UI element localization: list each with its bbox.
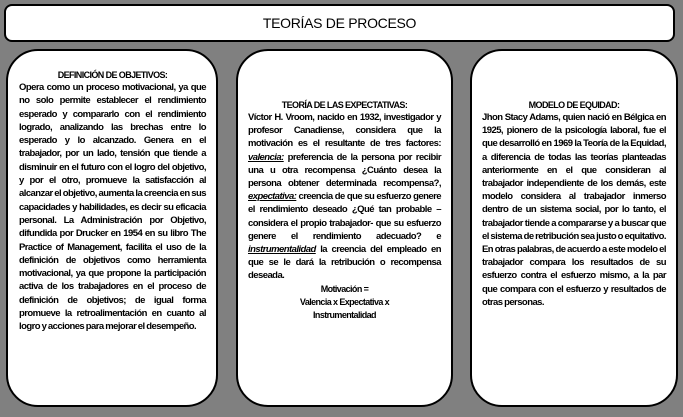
formula-line: Motivación = [320,283,369,294]
panel-heading-expectativas: TEORÍA DE LAS EXPECTATIVAS: [281,100,408,110]
formula-line: Instrumentalidad [313,309,376,320]
panel-body-objetivos: Opera como un proceso motivacional, ya que no solo permite establecer el rendimiento esperado y compararlo con el rendimiento logrado, analizando las brechas entre lo esperado y lo alcanzado. Genera en el trabajador, por un lado, tensión que tiende a disminuir en el futuro con el logro del objetivo, y por el otro, promueve la satisfacción al alcanzar el objetivo, aumenta la creencia en sus capacidades y habilidades, es decir su eficacia personal. La Administración por Objetivo, difundida por Drucker en 1954 en su libro The Practice of Management, facilita el uso de la definición de objetivos como herramienta motivacional, ya que propone la participación activa de los trabajadores en el proceso de definición de objetivos; de igual forma promueve la retroalimentación en cuanto al logro y acciones para mejorar el desempeño. [19,82,206,333]
panel-definicion-objetivos [6,49,218,407]
diagram-title: TEORÍAS DE PROCESO [262,15,417,31]
body-text: preferencia de la persona por recibir una u otra recompensa ¿Cuánto desea la persona obtener determinada recompensa?, [248,151,441,190]
title-box [4,4,675,42]
body-text: Víctor H. Vroom, nacido en 1932, investigador y profesor Canadiense, considera que la motivación es el resultante de tres factores: [248,112,441,150]
panel-heading-equidad: MODELO DE EQUIDAD: [528,100,620,110]
term-expectativa: expectativa: [248,191,297,203]
panel-body-equidad: Jhon Stacy Adams, quien nació en Bélgica en 1925, pionero de la psicología laboral, fue el que desarrolló en 1969 la Teoría de la Equidad, a diferencia de todas las teorías planteadas anteriormente en el que consideran al trabajador independiente de los demás, este modelo considera al trabajador inmerso dentro de un sistema social, por lo tanto, el trabajador tiende a compararse y a buscar que el sistema de retribución sea justo o equitativo. En otras palabras, de acuerdo a este modelo el trabajador compara los resultados de su esfuerzo contra el esfuerzo mismo, a la par que compara con el esfuerzo y resultados de otras personas. [482,112,666,308]
formula-line: Valencia x Expectativa x [299,296,390,307]
panel-teoria-expectativas [236,49,453,407]
panel-body-expectativas [248,111,441,283]
motivation-formula [248,283,441,322]
panel-heading-objetivos: DEFINICIÓN DE OBJETIVOS: [57,70,168,80]
term-instrumentalidad: instrumentalidad [248,244,316,256]
term-valencia: valencia: [248,151,284,163]
body-text: creencia de que su esfuerzo genere el rendimiento deseado ¿Qué tan probable – considera el propio trabajador- que su esfuerzo genere el rendimiento adecuado? e [248,191,441,242]
panel-modelo-equidad [470,49,678,407]
body-text: la creencia del empleado en que se le dará la retribución o recompensa deseada. [248,244,441,282]
